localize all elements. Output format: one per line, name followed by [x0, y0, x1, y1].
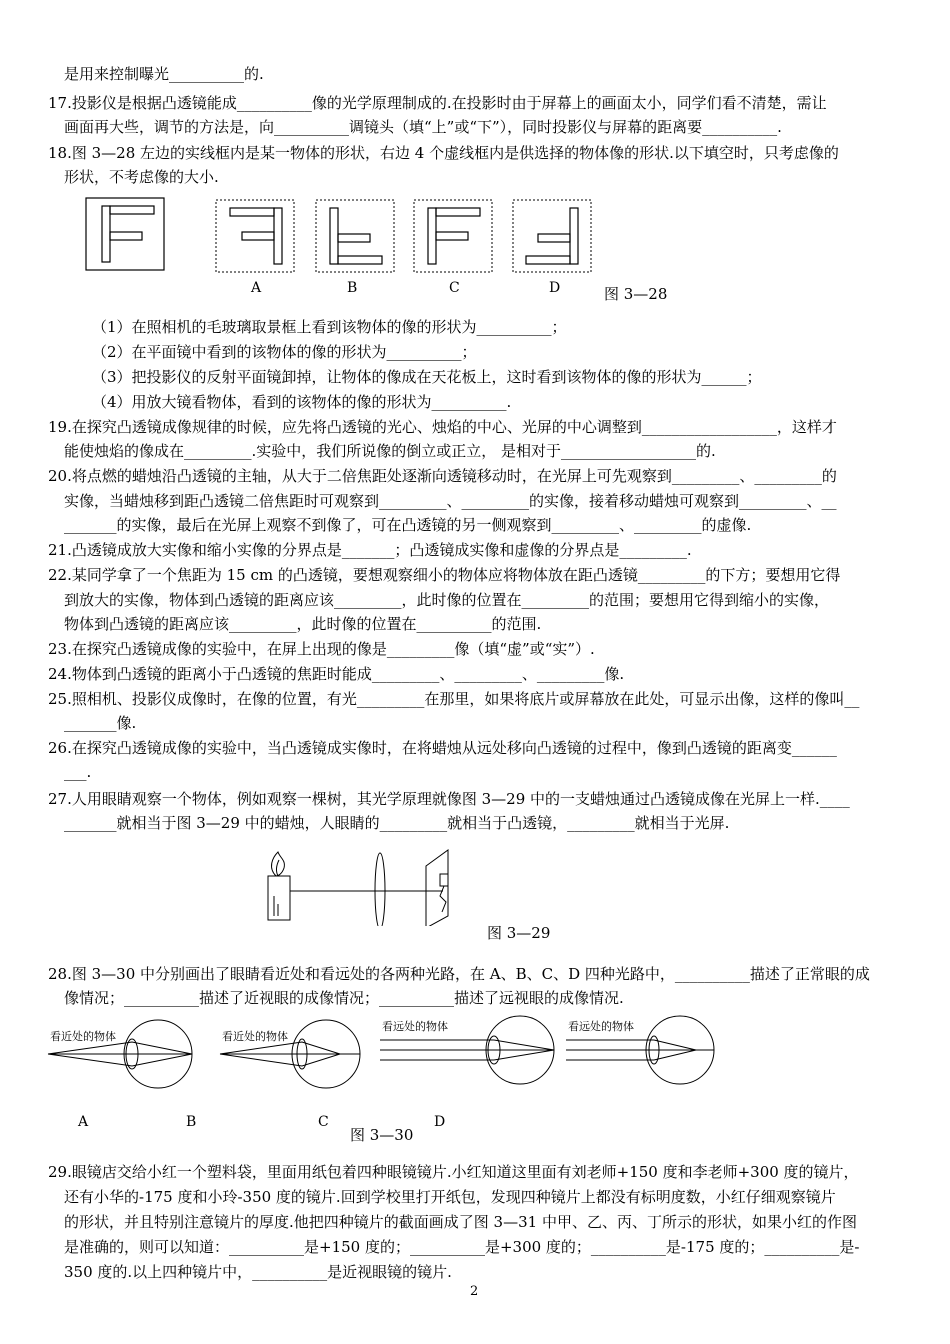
text-line: 是准确的，则可以知道：__________是+150 度的；__________是+300 度的；__________是-175 度的；__________是- [64, 1238, 860, 1256]
figure-text: 看近处的物体 [50, 1030, 116, 1043]
text-line: ___. [64, 763, 92, 781]
figure-label-c: C [318, 1114, 329, 1130]
figure-label-b: B [347, 280, 358, 296]
question-18: 18.图 3—28 左边的实线框内是某一物体的形状，右边 4 个虚线框内是供选择的物体像的形状.以下填空时，只考虑像的 [48, 144, 839, 162]
text-line: 实像，当蜡烛移到距凸透镜二倍焦距时可观察到_________、_________的实像，接着移动蜡烛可观察到_________、__ [64, 492, 837, 510]
text-line: 到放大的实像，物体到凸透镜的距离应该_________，此时像的位置在_________的范围；要想用它得到缩小的实像， [64, 591, 830, 609]
question-26: 26.在探究凸透镜成像的实验中，当凸透镜成实像时，在将蜡烛从远处移向凸透镜的过程中，像到凸透镜的距离变______ [48, 739, 837, 757]
figure-label-d: D [549, 280, 561, 296]
question-25: 25.照相机、投影仪成像时，在像的位置，有光_________在那里，如果将底片或屏幕放在此处，可显示出像，这样的像叫__ [48, 690, 860, 708]
question-27: 27.人用眼睛观察一个物体，例如观察一棵树，其光学原理就像图 3—29 中的一支蜡烛通过凸透镜成像在光屏上一样.____ [48, 790, 850, 808]
question-28: 28.图 3—30 中分别画出了眼睛看近处和看远处的各两种光路，在 A、B、C、D 四种光路中，__________描述了正常眼的成 [48, 965, 870, 983]
figure-text: 看远处的物体 [568, 1020, 634, 1033]
question-20: 20.将点燃的蜡烛沿凸透镜的主轴，从大于二倍焦距处逐渐向透镜移动时，在光屏上可先观察到_________、_________的 [48, 467, 837, 485]
figure-caption: 图 3—28 [604, 285, 668, 303]
sub-question: （2）在平面镜中看到的该物体的像的形状为__________； [92, 343, 477, 361]
page-number: 2 [470, 1284, 479, 1299]
question-29: 29.眼镜店交给小红一个塑料袋，里面用纸包着四种眼镜镜片.小红知道这里面有刘老师+150 度和李老师+300 度的镜片， [48, 1163, 859, 1181]
sub-question: （1）在照相机的毛玻璃取景框上看到该物体的像的形状为__________； [92, 318, 567, 336]
figure-caption: 图 3—30 [350, 1126, 414, 1144]
figure-3-29 [258, 846, 478, 926]
figure-label-c: C [449, 280, 460, 296]
text-line: 画面再大些，调节的方法是，向__________调镜头（填“上”或“下”），同时投影仪与屏幕的距离要__________. [64, 118, 782, 136]
sub-question: （4）用放大镜看物体，看到的该物体的像的形状为__________. [92, 393, 512, 411]
figure-label-b: B [186, 1114, 197, 1130]
text-line: 物体到凸透镜的距离应该_________，此时像的位置在__________的范围. [64, 615, 542, 633]
text-line: 形状，不考虑像的大小. [64, 168, 219, 186]
text-line: 的形状，并且特别注意镜片的厚度.他把四种镜片的截面画成了图 3—31 中甲、乙、丙、丁所示的形状，如果小红的作图 [64, 1213, 857, 1231]
sub-question: （3）把投影仪的反射平面镜卸掉，让物体的像成在天花板上，这时看到该物体的像的形状为______； [92, 368, 762, 386]
text-line: _______的实像，最后在光屏上观察不到像了，可在凸透镜的另一侧观察到_________、_________的虚像. [64, 516, 752, 534]
figure-label-d: D [434, 1114, 446, 1130]
figure-label-a: A [251, 280, 262, 296]
question-21: 21.凸透镜成放大实像和缩小实像的分界点是_______；凸透镜成实像和虚像的分界点是_________. [48, 541, 692, 559]
figure-label-a: A [78, 1114, 89, 1130]
question-24: 24.物体到凸透镜的距离小于凸透镜的焦距时能成_________、_________、_________像. [48, 665, 625, 683]
figure-text: 看近处的物体 [222, 1030, 288, 1043]
question-22: 22.某同学拿了一个焦距为 15 cm 的凸透镜，要想观察细小的物体应将物体放在距凸透镜_________的下方；要想用它得 [48, 566, 841, 584]
text-line: 像情况；__________描述了近视眼的成像情况；__________描述了远视眼的成像情况. [64, 989, 624, 1007]
question-19: 19.在探究凸透镜成像规律的时候，应先将凸透镜的光心、烛焰的中心、光屏的中心调整到__________________，这样才 [48, 418, 837, 436]
text-line: _______就相当于图 3—29 中的蜡烛，人眼睛的_________就相当于凸透镜，_________就相当于光屏. [64, 814, 730, 832]
text-line: 是用来控制曝光__________的. [64, 65, 264, 83]
text-line: 还有小华的-175 度和小玲-350 度的镜片.回到学校里打开纸包，发现四种镜片上都没有标明度数，小红仔细观察镜片 [64, 1188, 836, 1206]
question-17: 17.投影仪是根据凸透镜能成__________像的光学原理制成的.在投影时由于屏幕上的画面太小，同学们看不清楚，需让 [48, 94, 827, 112]
figure-3-30 [40, 1012, 740, 1102]
question-23: 23.在探究凸透镜成像的实验中，在屏上出现的像是_________像（填“虚”或“实”）. [48, 640, 595, 658]
figure-caption: 图 3—29 [487, 924, 551, 942]
figure-text: 看远处的物体 [382, 1020, 448, 1033]
text-line: 350 度的.以上四种镜片中，__________是近视眼镜的镜片. [64, 1263, 452, 1281]
text-line: _______像. [64, 714, 137, 732]
text-line: 能使烛焰的像成在_________.实验中，我们所说像的倒立或正立， 是相对于__________________的. [64, 442, 716, 460]
